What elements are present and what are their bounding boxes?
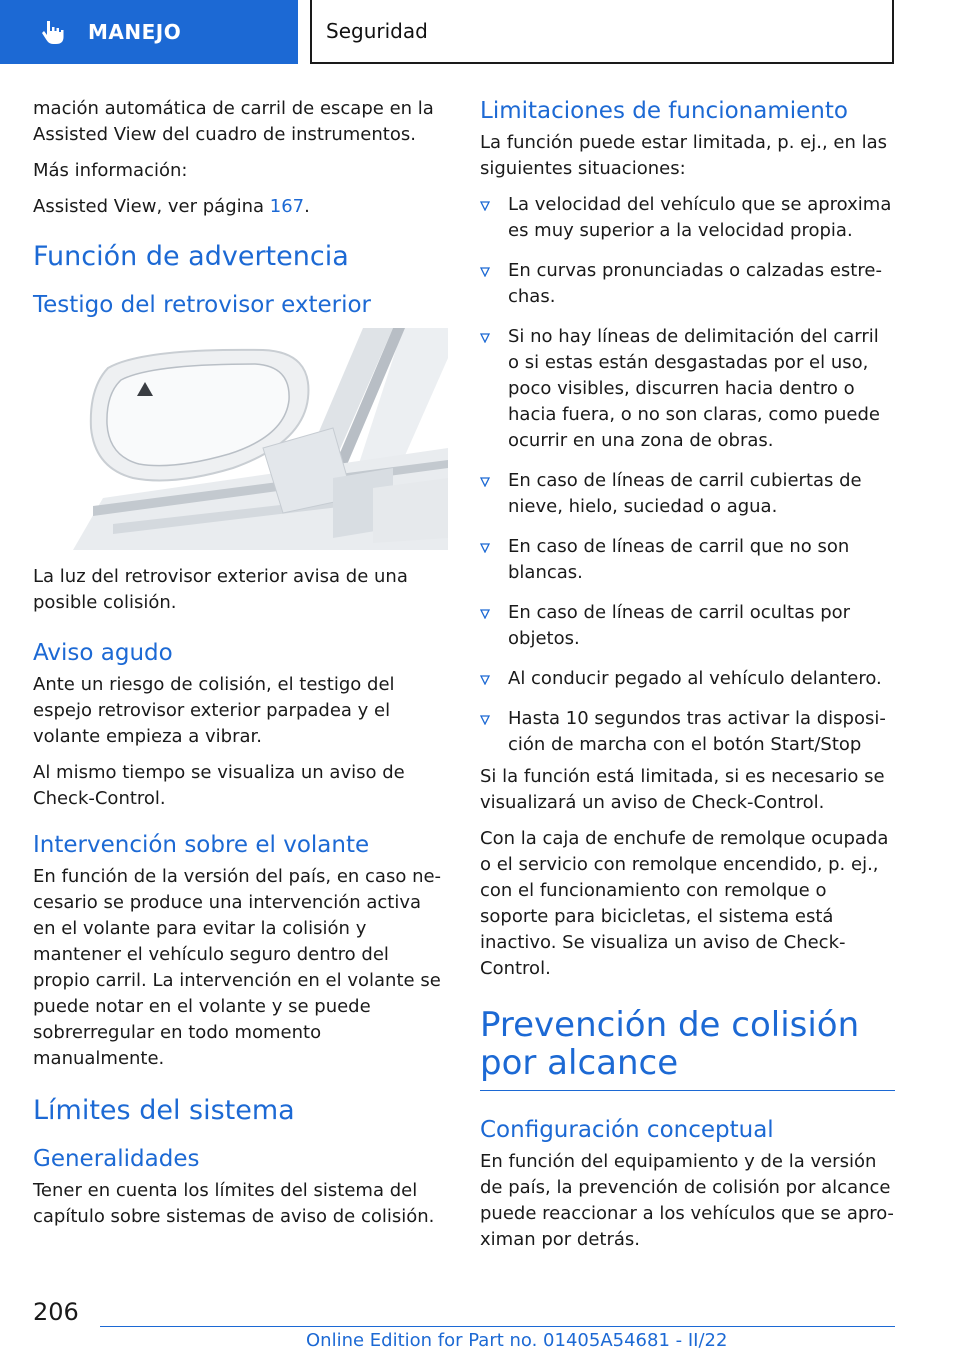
triangle-bullet-icon — [480, 333, 490, 343]
aviso-paragraph-1: Ante un riesgo de colisión, el testigo del espejo retrovisor exterior parpadea y el volante empieza a vibrar. — [33, 674, 395, 747]
chapter-title: Seguridad — [326, 19, 428, 43]
heading-generalidades: Generalidades — [33, 1146, 200, 1172]
list-item: Si no hay líneas de delimitación del carril o si estas están desgastadas por el uso, poco visibles, discurren hacia dentro o hacia fuera, o no son claras, como puede ocurrir en una zona de obras. — [480, 324, 895, 454]
list-item: Al conducir pegado al vehículo delantero. — [480, 666, 895, 692]
heading-funcion-advertencia: Función de advertencia — [33, 241, 349, 272]
list-item: En caso de líneas de carril ocultas por objetos. — [480, 600, 895, 652]
right-column — [480, 96, 895, 1263]
heading-prevencion: Prevención de colisión por alcance — [480, 1006, 895, 1091]
left-column — [33, 96, 448, 1240]
list-item: La velocidad del vehículo que se aproxima es muy superior a la velocidad propia. — [480, 192, 895, 244]
remolque-paragraph: Con la caja de enchufe de remolque ocupada o el servicio con remolque encendido, p. ej., con el funcionamiento con remolque o soporte para bicicletas, el sistema está inactivo. Se visualiza un aviso de Check-Control. — [480, 828, 889, 979]
chapter-header — [310, 0, 894, 64]
triangle-bullet-icon — [480, 543, 490, 553]
triangle-bullet-icon — [480, 609, 490, 619]
heading-limitaciones: Limitaciones de funcionamiento — [480, 98, 848, 124]
section-tab-label: MANEJO — [88, 20, 182, 44]
list-item: En curvas pronunciadas o calzadas estrechas. — [480, 258, 895, 310]
testigo-paragraph: La luz del retrovisor exterior avisa de una posible colisión. — [33, 566, 408, 613]
limitaciones-paragraph: La función puede estar limitada, p. ej., en las siguientes situaciones: — [480, 132, 888, 179]
intervencion-paragraph: En función de la versión del país, en caso necesario se produce una intervención activa en el volante para evitar la colisión y mantener el vehículo seguro dentro del propio carril. La intervención en el volante se puede notar en el volante y se puede sobrerregular en todo momento manualmente. — [33, 866, 442, 1069]
limitations-list — [480, 192, 895, 758]
check-control-paragraph: Si la función está limitada, si es necesario se visualizará un aviso de Check-Control. — [480, 766, 885, 813]
more-info-label: Más información: — [33, 160, 188, 181]
triangle-bullet-icon — [480, 201, 490, 211]
list-item: Hasta 10 segundos tras activar la disposición de marcha con el botón Start/Stop — [480, 706, 895, 758]
triangle-bullet-icon — [480, 675, 490, 685]
generalidades-paragraph: Tener en cuenta los límites del sistema del capítulo sobre sistemas de aviso de colisión. — [33, 1180, 435, 1227]
aviso-paragraph-2: Al mismo tiempo se visualiza un aviso de Check-Control. — [33, 762, 405, 809]
triangle-bullet-icon — [480, 267, 490, 277]
heading-testigo: Testigo del retrovisor exterior — [33, 292, 371, 318]
list-item: En caso de líneas de carril que no son blancas. — [480, 534, 895, 586]
reference-line: Assisted View, ver página 167. — [33, 196, 310, 217]
page-reference-link[interactable]: 167 — [269, 196, 305, 217]
heading-intervencion: Intervención sobre el volante — [33, 832, 370, 858]
footer-divider — [100, 1326, 895, 1327]
triangle-bullet-icon — [480, 715, 490, 725]
configuracion-paragraph: En función del equipamiento y de la versión de país, la prevención de colisión por alcance puede reaccionar a los vehículos que se aproximan por detrás. — [480, 1151, 894, 1250]
triangle-bullet-icon — [480, 477, 490, 487]
heading-aviso-agudo: Aviso agudo — [33, 640, 173, 666]
page-number: 206 — [33, 1298, 79, 1326]
side-mirror-illustration — [33, 328, 448, 550]
footer-edition: Online Edition for Part no. 01405A54681 - II/22 — [306, 1330, 728, 1351]
list-item: En caso de líneas de carril cubiertas de nieve, hielo, suciedad o agua. — [480, 468, 895, 520]
intro-paragraph: mación automática de carril de escape en la Assisted View del cuadro de instrumentos. — [33, 98, 434, 145]
section-tab[interactable] — [0, 0, 298, 64]
heading-configuracion: Configuración conceptual — [480, 1117, 774, 1143]
heading-limites: Límites del sistema — [33, 1095, 295, 1126]
hand-steering-icon — [38, 17, 68, 47]
